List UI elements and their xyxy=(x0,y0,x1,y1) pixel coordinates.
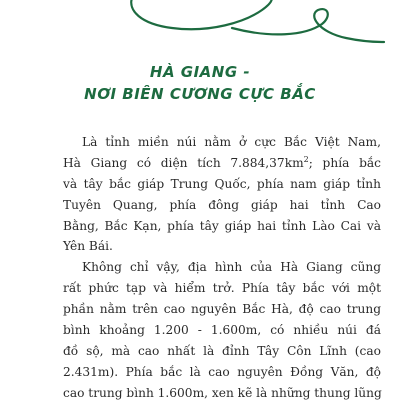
text-line: Là tỉnh miền núi nằm ở cực Bắc Việt Nam, xyxy=(82,135,381,149)
chapter-title-line-2: NƠI BIÊN CƯƠNG CỰC BẮC xyxy=(84,85,316,103)
text-line: 2.431m). Phía bắc là cao nguyên Đồng Văn, độ xyxy=(63,364,381,379)
text-line: rất phức tạp và hiểm trở. Phía tây bắc với một xyxy=(63,281,381,296)
text-line: đồ sộ, mà cao nhất là đỉnh Tây Côn Lĩnh (cao xyxy=(63,343,381,358)
text-line: Bằng, Bắc Kạn, phía tây giáp hai tỉnh Lào Cai và xyxy=(63,218,381,233)
superscript: 2 xyxy=(303,154,309,164)
chapter-title-line-1: HÀ GIANG - xyxy=(149,63,251,81)
text-line: phần nằm trên cao nguyên Bắc Hà, độ cao trung xyxy=(63,302,381,317)
body-paragraphs xyxy=(63,132,381,400)
text-line: cao trung bình 1.600m, xen kẽ là những thung lũng xyxy=(63,385,382,400)
text-fragment: Hà Giang có diện tích 7.884,37km xyxy=(63,155,304,170)
text-line: Yên Bái. xyxy=(63,239,113,254)
decorative-swirl-ornament xyxy=(0,0,400,60)
text-line: và tây bắc giáp Trung Quốc, phía nam giáp tỉnh xyxy=(63,176,381,191)
text-line: Tuyên Quang, phía đông giáp hai tỉnh Cao xyxy=(63,197,381,212)
text-line: Không chỉ vậy, địa hình của Hà Giang cũng xyxy=(82,260,381,275)
text-fragment: ; phía bắc xyxy=(308,155,381,170)
text-line xyxy=(63,153,381,174)
text-line: bình khoảng 1.200 - 1.600m, có nhiều núi đá xyxy=(63,323,381,338)
